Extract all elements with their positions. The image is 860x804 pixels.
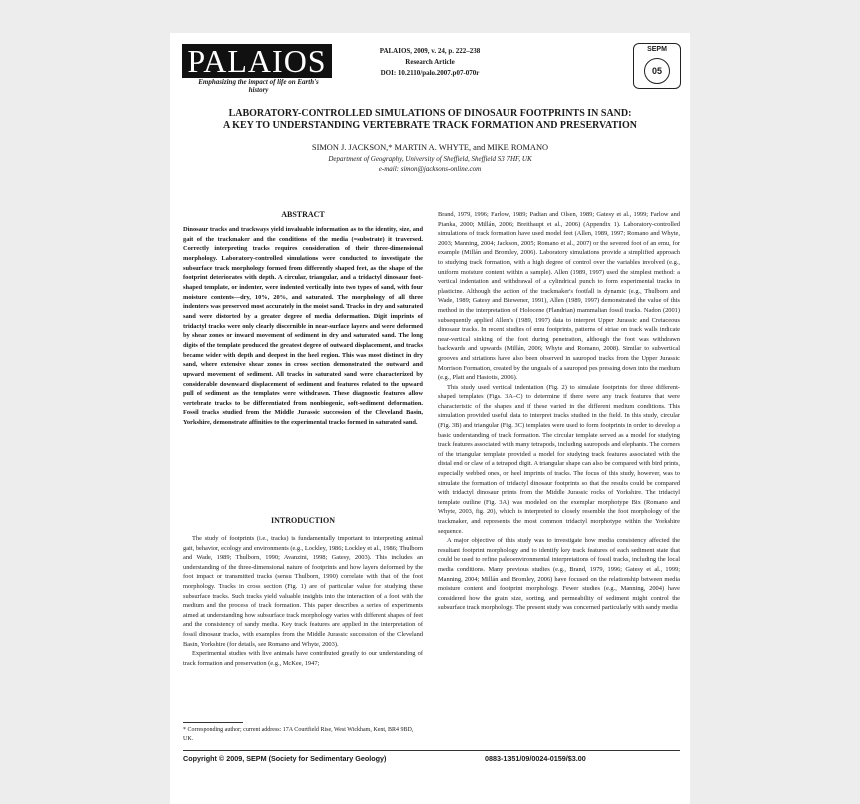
abstract-text [183, 225, 423, 428]
abstract-heading: ABSTRACT [281, 210, 325, 219]
journal-tagline: Emphasizing the impact of life on Earth's history [198, 78, 319, 94]
footer-rule [183, 750, 680, 751]
title-line-2: A KEY TO UNDERSTANDING VERTEBRATE TRACK FORMATION AND PRESERVATION [223, 120, 637, 131]
intro-paragraph-1: The study of footprints (i.e., tracks) is fundamentally important to interpreting animal gait, behavior, ecology and environments (e.g., Lockley, 1986; Lockley et al., 1986; Thulborn and Wade, 1989; Thulborn, 1990; Avanzini, 1998; Gatesy, 2003). This includes an understanding of the three-dimensional nature of footprints and how layers deformed by the foot impact or transmitted tracks (sensu Thulborn, 1990) correlate with that of the foot morphology. Tracks in cross section (Fig. 1) are of particular value for studying these subsurface tracks. Such tracks yield valuable insights into the interaction of a foot with the medium and the process of track formation. This paper describes a series of experiments aimed at understanding how subsurface track morphology varies with different shapes of feet and the consistency of sandy media. Key track features are applied in the interpretation of fossil dinosaur tracks, with examples from the Middle Jurassic succession of the Cleveland Basin, Yorkshire (for details, see Romano and Whyte, 2003). [183, 535, 423, 648]
copyright: Copyright © 2009, SEPM (Society for Sedimentary Geology) [183, 754, 387, 763]
citation: PALAIOS, 2009, v. 24, p. 222–238 [379, 47, 481, 55]
article-title [190, 108, 670, 132]
affiliation-block [190, 154, 670, 174]
right-column-text [438, 210, 680, 613]
right-paragraph-1: Brand, 1979, 1996; Farlow, 1989; Padian and Olsen, 1989; Gatesy et al., 1999; Farlow and Pianka, 2000; Millán, 2006; Breithaupt et al., 2006) (Appendix 1). Laboratory-controlled simulations of track formation have used model feet (Allen, 1989, 1997; Romano and Whyte, 2003; Manning, 2004; Jackson, 2005; Romano et al., 2007) or the severed foot of an emu, for example (Millán and Bromley, 2006). Laboratory simulations provide a simplified approach to studying track formation, with a high degree of control over the variables involved (e.g., uniform moisture content within a sample). Allen (1989, 1997) used the simplest method: a vertical indentation and withdrawal of a cylindrical punch to form experimental tracks in plasticine. Although the action of the trackmaker's footfall is dynamic (e.g., Thulborn and Wade, 1989; Gatesy and Biewener, 1991), Allen (1989, 1997) demonstrated the value of this method in the interpretation of Holocene (Flandrian) mammalian fossil tracks. Nadon (2001) subsequently applied Allen's (1989, 1997) data to interpret Upper Jurassic and Cretaceous dinosaur tracks. In recent studies of emu footprints, patterns of striae on track walls indicate near-vertical sinking of the foot during penetration, although the foot was withdrawn backwards and upwards (Millán, 2006; Whyte and Romano, 2008). Similar to subvertical grooves and striations have also been observed in sauropod tracks from the Upper Jurassic Morrison Formation, created by the unguals of a sauropod pes pressing down into the medium (e.g., Platt and Hasiotis, 2006). [438, 211, 680, 382]
footnote: * Corresponding author; current address: 17A Courtfield Rise, West Wickham, Kent, BR4 9BD, UK. [183, 727, 414, 742]
doi: DOI: 10.2110/palo.2007.p07-070r [380, 69, 480, 77]
authors: SIMON J. JACKSON,* MARTIN A. WHYTE, and MIKE ROMANO [311, 143, 549, 152]
introduction-heading: INTRODUCTION [270, 516, 335, 525]
right-paragraph-2: This study used vertical indentation (Fig. 2) to simulate footprints for three different-shaped templates (Figs. 3A–C) to determine if there were any track features that were characteristic of the shapes and if these varied in the different medium conditions. This simulation provided useful data to interpret tracks studied in the field. In this study, circular (Fig. 3B) and triangular (Fig. 3C) templates were used to form footprints in order to develop a basic understanding of track formation. The circular template served as a model for studying track features associated with many tetrapods, including sauropods and elephants. The corners of the triangular template provided a model for studying track features associated with the distal end or claw of a tetrapod digit. A triangular shape can also be compared with bird prints, especially webbed ones, or heel imprints of tracks. The focus of this study, however, was to simulate the formation of tridactyl dinosaur footprints so that the results could be compared with tridactyl dinosaur prints from the Middle Jurassic rocks of Yorkshire. The tridactyl template outline (Fig. 3A) was modeled on the exemplar morphotype Bix (Romano and Whyte, 2003, fig. 20), which is interpreted to closely resemble the foot morphology of the trackmaker, and represents the most common tridactyl morphotype within the Yorkshire sequence. [438, 383, 680, 535]
right-paragraph-3: A major objective of this study was to investigate how media consistency affected the resultant footprint morphology and to identify key track features of each sediment state that could be used to refine paleoenvironmental interpretations of fossil tracks, including the local media conditions. Many previous studies (e.g., Brand, 1979, 1996; Gatesy et al., 1999; Manning, 2004; Millán and Bromley, 2006) have focused on the relationship between media moisture content and footprint morphology. Fewer studies (e.g., Manning, 2004) have considered how the grain size, sorting, and permeability of sediment might control the subsurface track morphology. The present study was concerned particularly with sandy media [438, 537, 680, 612]
journal-logo: PALAIOS [182, 44, 332, 78]
masthead [370, 46, 490, 79]
sepm-label: SEPM [647, 46, 667, 53]
footnote-rule [183, 722, 243, 723]
sepm-seal-icon: 05 [644, 58, 670, 84]
article-type: Research Article [405, 58, 455, 66]
intro-paragraph-2: Experimental studies with live animals have contributed greatly to our understanding of track formation and preservation (e.g., McKee, 1947; [183, 650, 423, 667]
abstract-paragraph: Dinosaur tracks and trackways yield invaluable information as to the identity, size, and gait of the trackmaker and the conditions of the media (=substrate) it traversed. Correctly interpreting tracks requires consideration of their three-dimensional morphology. Laboratory-controlled simulations were conducted to investigate the subsurface track morphology formed from differently shaped feet, as the shape of the footprint deteriorates with depth. A circular, triangular, and a tridactyl dinosaur foot-shaped template, or indenter, were indented vertically into two types of sand, with four moisture contents—dry, 10%, 20%, and saturated. The morphology of all three indenters was preserved most accurately in the moist sand. Tracks in dry and saturated sand were distorted by a greater degree of media deformation. Digit imprints of tridactyl tracks were only clearly discernible in near-surface layers and were deformed by shear zones or inward movement of sediment in dry and saturated sand. The long digits of the template produced the greatest degree of outward displacement, and tracks became wider with depth and deepest in the heel region. This was most distinct in dry sand, where extensive shear zones in cross section demonstrated the outward and upward movement of sediment. All tracks in saturated sand were characterized by considerable downward displacement of sediment and features related to the upward pull of sediment as the templates were withdrawn. These diagnostic features allow vertebrate tracks to be differentiated from nonbiogenic, soft-sediment deformation. Fossil tracks studied from the Middle Jurassic succession of the Cleveland Basin, Yorkshire, demonstrate affinities to the experimental tracks formed in saturated sand. [183, 226, 423, 427]
issn: 0883-1351/09/0024-0159/$3.00 [485, 754, 586, 763]
affiliation: Department of Geography, University of Sheffield, Sheffield S3 7HF, UK [328, 155, 532, 163]
introduction-text [183, 534, 423, 668]
title-line-1: LABORATORY-CONTROLLED SIMULATIONS OF DINOSAUR FOOTPRINTS IN SAND: [228, 108, 632, 119]
email: e-mail: simon@jacksons-online.com [378, 165, 482, 173]
sepm-logo [633, 43, 681, 89]
